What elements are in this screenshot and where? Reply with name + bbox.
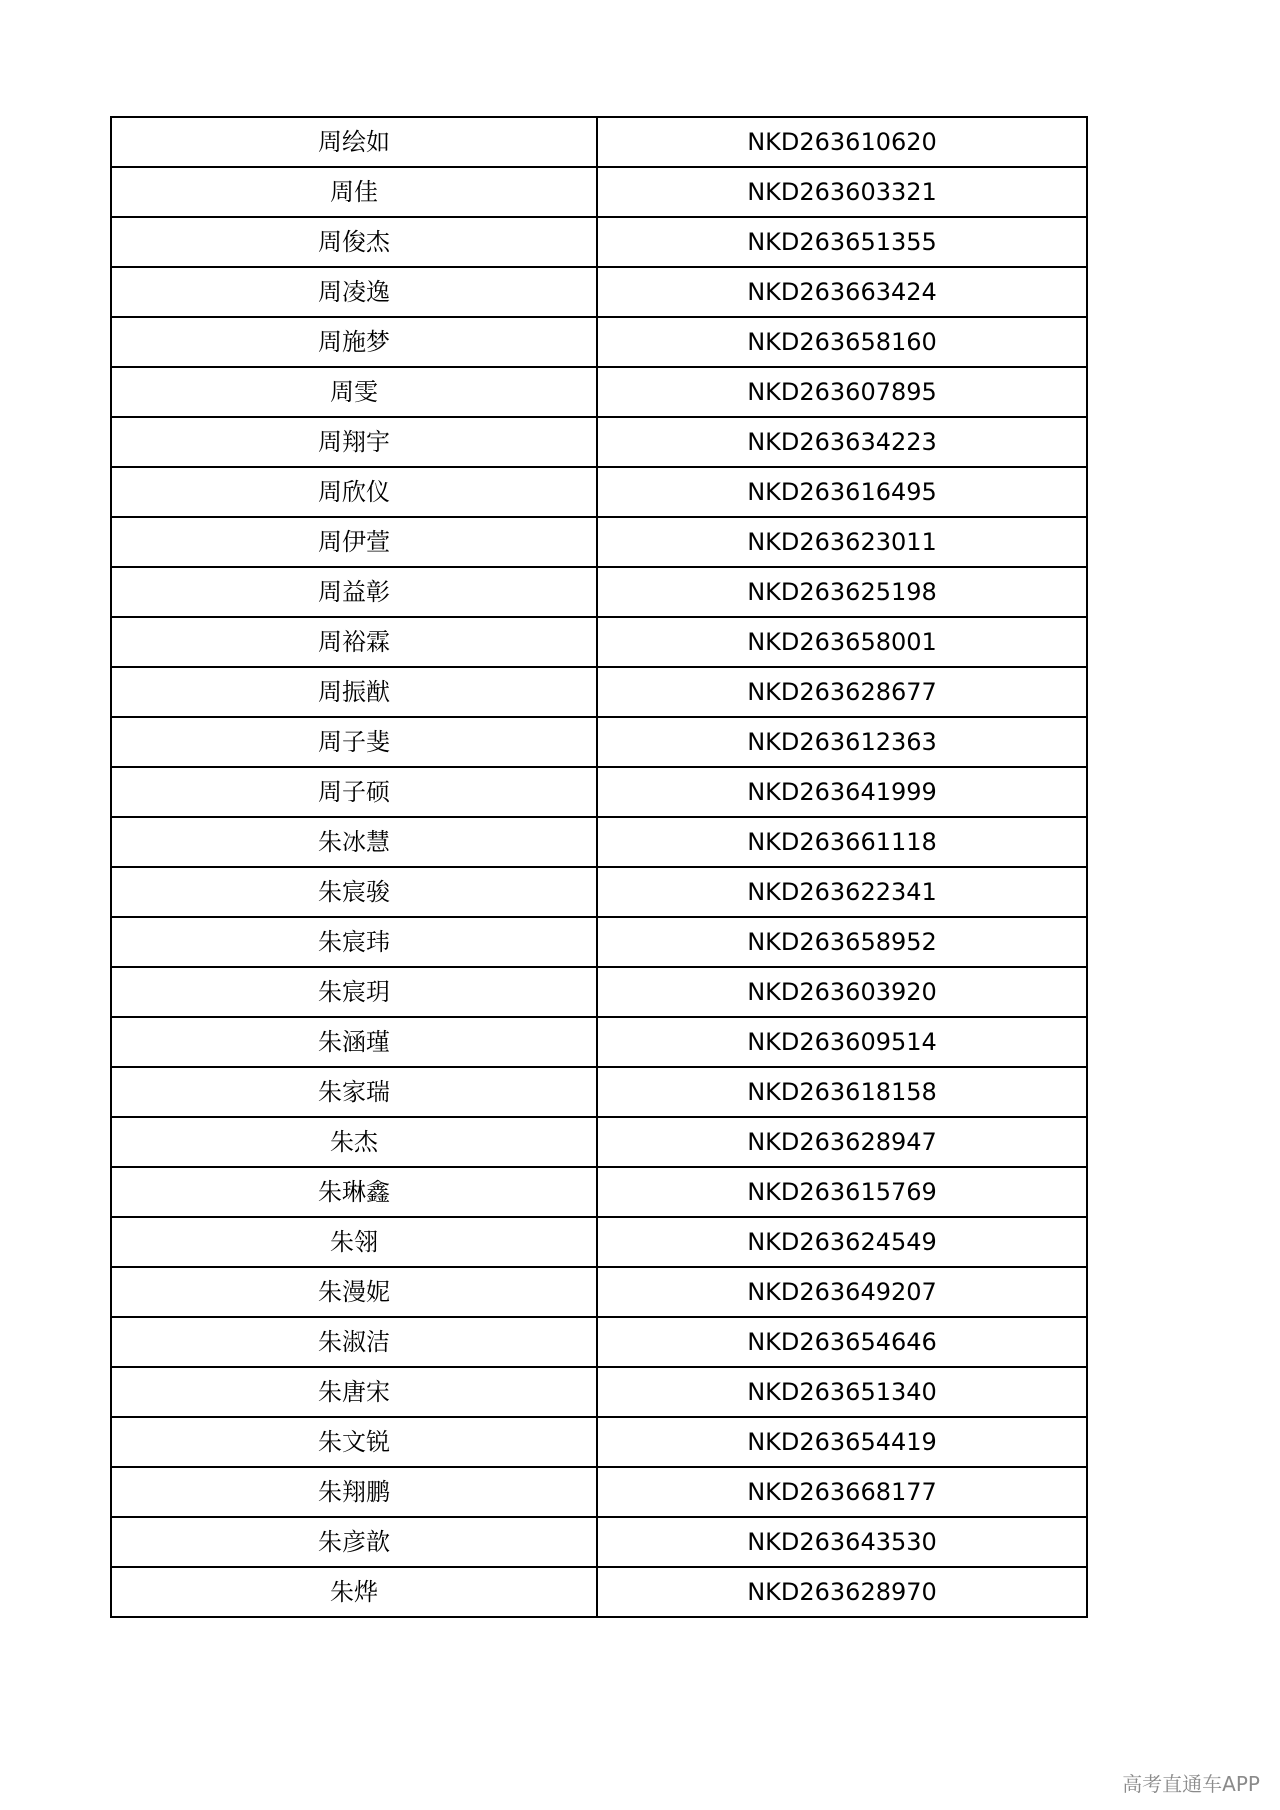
id-cell: NKD263654419 bbox=[597, 1417, 1087, 1467]
name-cell: 周裕霖 bbox=[111, 617, 597, 667]
id-cell: NKD263668177 bbox=[597, 1467, 1087, 1517]
table-row bbox=[111, 367, 1087, 417]
name-cell: 朱文锐 bbox=[111, 1417, 597, 1467]
table-row bbox=[111, 1367, 1087, 1417]
table-row bbox=[111, 167, 1087, 217]
table-row bbox=[111, 1017, 1087, 1067]
name-cell: 朱淑洁 bbox=[111, 1317, 597, 1367]
name-cell: 周雯 bbox=[111, 367, 597, 417]
watermark-text: 高考直通车APP bbox=[1122, 1772, 1260, 1796]
table-row bbox=[111, 967, 1087, 1017]
name-cell: 朱漫妮 bbox=[111, 1267, 597, 1317]
table-row bbox=[111, 517, 1087, 567]
id-cell: NKD263623011 bbox=[597, 517, 1087, 567]
name-cell: 朱宸骏 bbox=[111, 867, 597, 917]
table-row bbox=[111, 1067, 1087, 1117]
id-cell: NKD263603920 bbox=[597, 967, 1087, 1017]
name-cell: 朱翔鹏 bbox=[111, 1467, 597, 1517]
table-row bbox=[111, 567, 1087, 617]
id-cell: NKD263612363 bbox=[597, 717, 1087, 767]
table-row bbox=[111, 1267, 1087, 1317]
id-cell: NKD263663424 bbox=[597, 267, 1087, 317]
id-cell: NKD263618158 bbox=[597, 1067, 1087, 1117]
table-row bbox=[111, 267, 1087, 317]
table-row bbox=[111, 1467, 1087, 1517]
name-cell: 周施梦 bbox=[111, 317, 597, 367]
id-cell: NKD263634223 bbox=[597, 417, 1087, 467]
roster-table bbox=[110, 116, 1088, 1618]
name-cell: 朱翎 bbox=[111, 1217, 597, 1267]
id-cell: NKD263610620 bbox=[597, 117, 1087, 167]
table-row bbox=[111, 1217, 1087, 1267]
table-row bbox=[111, 1517, 1087, 1567]
id-cell: NKD263661118 bbox=[597, 817, 1087, 867]
name-cell: 周翔宇 bbox=[111, 417, 597, 467]
id-cell: NKD263609514 bbox=[597, 1017, 1087, 1067]
id-cell: NKD263615769 bbox=[597, 1167, 1087, 1217]
name-cell: 朱宸玮 bbox=[111, 917, 597, 967]
id-cell: NKD263628677 bbox=[597, 667, 1087, 717]
table-row bbox=[111, 467, 1087, 517]
id-cell: NKD263622341 bbox=[597, 867, 1087, 917]
name-cell: 朱唐宋 bbox=[111, 1367, 597, 1417]
name-cell: 朱彦歆 bbox=[111, 1517, 597, 1567]
name-cell: 周绘如 bbox=[111, 117, 597, 167]
id-cell: NKD263603321 bbox=[597, 167, 1087, 217]
name-cell: 周振猷 bbox=[111, 667, 597, 717]
name-cell: 周欣仪 bbox=[111, 467, 597, 517]
id-cell: NKD263654646 bbox=[597, 1317, 1087, 1367]
name-cell: 朱琳鑫 bbox=[111, 1167, 597, 1217]
table-row bbox=[111, 667, 1087, 717]
table-row bbox=[111, 1117, 1087, 1167]
table-row bbox=[111, 867, 1087, 917]
table-row bbox=[111, 767, 1087, 817]
table-row bbox=[111, 1167, 1087, 1217]
name-cell: 朱家瑞 bbox=[111, 1067, 597, 1117]
id-cell: NKD263624549 bbox=[597, 1217, 1087, 1267]
name-cell: 朱杰 bbox=[111, 1117, 597, 1167]
roster-table-body bbox=[111, 117, 1087, 1617]
id-cell: NKD263649207 bbox=[597, 1267, 1087, 1317]
name-cell: 朱冰慧 bbox=[111, 817, 597, 867]
name-cell: 朱烨 bbox=[111, 1567, 597, 1617]
name-cell: 朱涵瑾 bbox=[111, 1017, 597, 1067]
id-cell: NKD263641999 bbox=[597, 767, 1087, 817]
name-cell: 周益彰 bbox=[111, 567, 597, 617]
id-cell: NKD263658001 bbox=[597, 617, 1087, 667]
id-cell: NKD263616495 bbox=[597, 467, 1087, 517]
table-row bbox=[111, 1417, 1087, 1467]
table-row bbox=[111, 817, 1087, 867]
table-row bbox=[111, 417, 1087, 467]
table-row bbox=[111, 117, 1087, 167]
id-cell: NKD263625198 bbox=[597, 567, 1087, 617]
table-row bbox=[111, 717, 1087, 767]
table-row bbox=[111, 617, 1087, 667]
id-cell: NKD263607895 bbox=[597, 367, 1087, 417]
name-cell: 周子硕 bbox=[111, 767, 597, 817]
table-row bbox=[111, 1317, 1087, 1367]
table-row bbox=[111, 917, 1087, 967]
id-cell: NKD263658160 bbox=[597, 317, 1087, 367]
name-cell: 周伊萱 bbox=[111, 517, 597, 567]
table-row bbox=[111, 317, 1087, 367]
id-cell: NKD263651340 bbox=[597, 1367, 1087, 1417]
name-cell: 周子斐 bbox=[111, 717, 597, 767]
id-cell: NKD263628947 bbox=[597, 1117, 1087, 1167]
name-cell: 周俊杰 bbox=[111, 217, 597, 267]
table-row bbox=[111, 1567, 1087, 1617]
id-cell: NKD263658952 bbox=[597, 917, 1087, 967]
id-cell: NKD263628970 bbox=[597, 1567, 1087, 1617]
id-cell: NKD263643530 bbox=[597, 1517, 1087, 1567]
name-cell: 朱宸玥 bbox=[111, 967, 597, 1017]
name-cell: 周凌逸 bbox=[111, 267, 597, 317]
id-cell: NKD263651355 bbox=[597, 217, 1087, 267]
name-cell: 周佳 bbox=[111, 167, 597, 217]
table-row bbox=[111, 217, 1087, 267]
